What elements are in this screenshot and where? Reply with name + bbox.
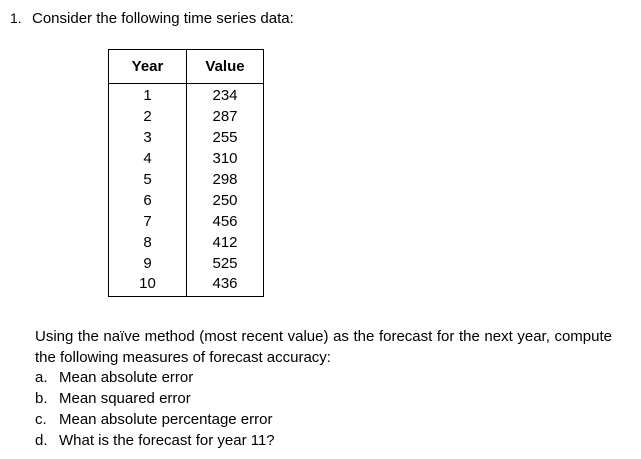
value-cell: 255 [212,129,238,147]
table-row [109,170,264,191]
year-column-header: Year [109,50,187,84]
year-cell: 10 [109,274,187,296]
question-part [35,409,275,430]
year-cell: 7 [109,211,187,232]
table-header-row [109,50,264,84]
part-marker: c. [35,411,47,428]
question-part [35,430,275,451]
value-cell: 525 [212,254,238,272]
table-row [109,211,264,232]
table-row [109,149,264,170]
question-parts-list [35,367,275,451]
table-row [109,232,264,253]
year-cell: 5 [109,170,187,191]
value-cell: 298 [212,171,238,188]
part-text: Mean squared error [59,390,191,407]
part-text: What is the forecast for year 11? [59,432,275,449]
year-cell: 2 [109,107,187,128]
question-line [10,10,294,27]
table-row [109,107,264,128]
part-marker: a. [35,369,48,386]
time-series-table [108,49,264,297]
part-marker: b. [35,390,48,407]
question-prompt: Consider the following time series data: [32,10,294,27]
value-cell: 234 [212,87,238,105]
value-cell: 456 [212,212,238,230]
value-cell: 310 [212,150,238,168]
year-cell: 4 [109,149,187,170]
question-part [35,367,275,388]
table-row [109,253,264,274]
part-text: Mean absolute error [59,369,194,386]
value-column-header: Value [187,50,264,84]
instructions-paragraph [35,326,612,368]
value-cell: 436 [212,275,238,293]
part-text: Mean absolute percentage error [59,411,273,428]
instructions-text: Using the naïve method (most recent value) as the forecast for the next year, compute the following measures of forecast accuracy: [35,328,612,366]
part-marker: d. [35,432,48,449]
question-number: 1. [10,10,22,26]
table-row [109,84,264,107]
value-cell: 250 [212,191,238,209]
value-cell: 287 [212,108,238,126]
year-cell: 8 [109,232,187,253]
table-row [109,274,264,296]
value-cell: 412 [212,233,238,251]
year-cell: 6 [109,190,187,211]
table-row [109,190,264,211]
question-part [35,388,275,409]
year-cell: 1 [109,84,187,107]
year-cell: 3 [109,128,187,149]
year-cell: 9 [109,253,187,274]
table-row [109,128,264,149]
